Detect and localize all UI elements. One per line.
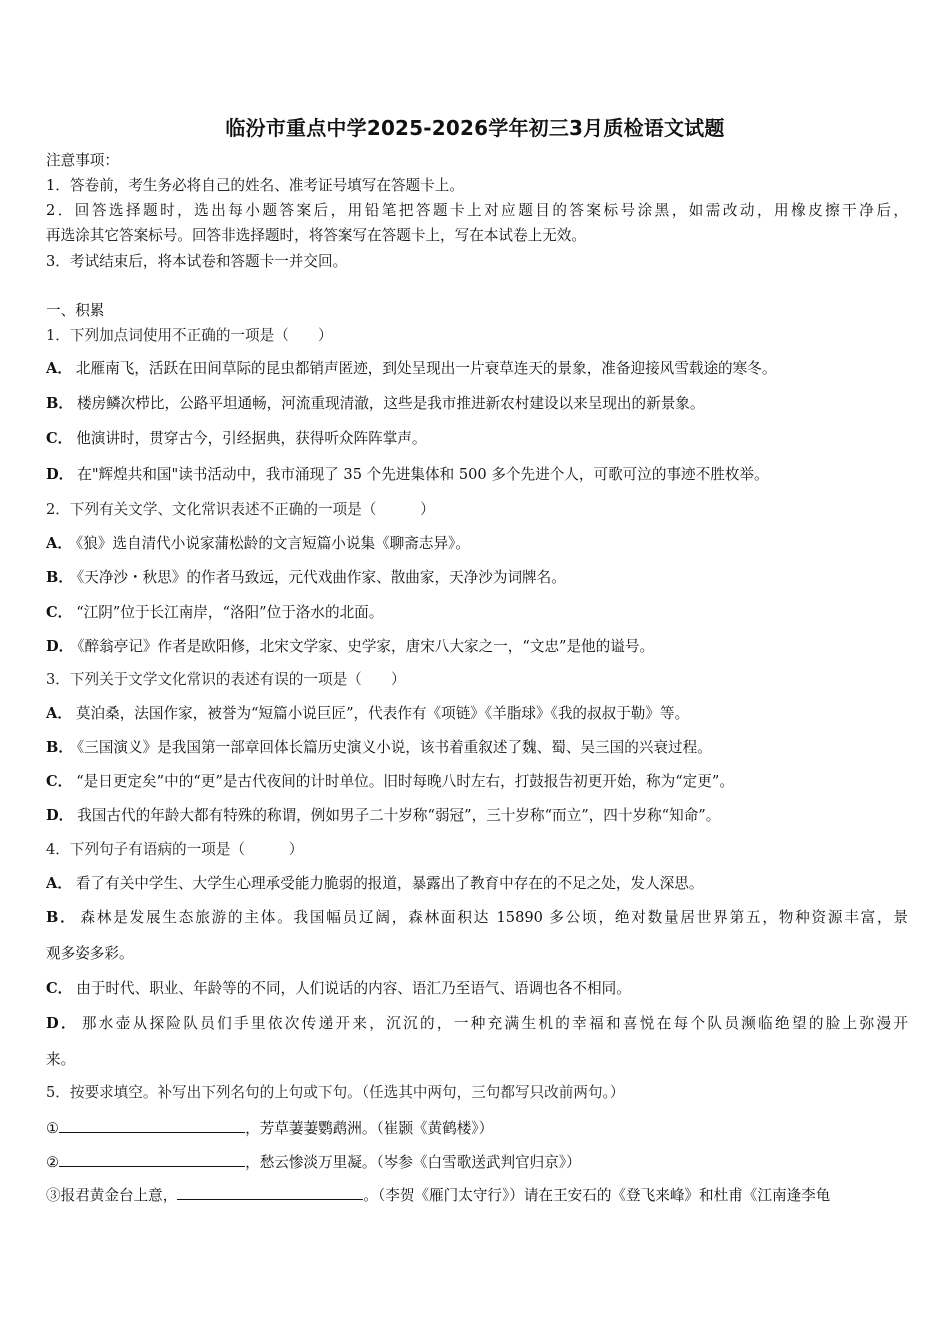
q1-option-d xyxy=(46,465,908,485)
section-heading: 一、积累 xyxy=(46,302,105,319)
option-letter: C． xyxy=(46,773,73,790)
question-3-stem: 3．下列关于文学文化常识的表述有误的一项是（ ） xyxy=(46,671,406,688)
line-text-before: 报君黄金台上意， xyxy=(60,1187,178,1204)
option-text: 楼房鳞次栉比，公路平坦通畅，河流重现清澈，这些是我市推进新农村建设以来呈现出的新景象。 xyxy=(76,395,705,412)
line-number: ② xyxy=(46,1154,60,1171)
option-letter: A． xyxy=(46,705,72,722)
option-text: 《醉翁亭记》作者是欧阳修，北宋文学家、史学家，唐宋八大家之一，“文忠”是他的谥号。 xyxy=(77,638,655,655)
line-number: ③ xyxy=(46,1187,61,1204)
q3-option-a xyxy=(46,704,908,724)
option-text: 我国古代的年龄大都有特殊的称谓，例如男子二十岁称“弱冠”，三十岁称“而立”，四十岁称“知命”。 xyxy=(77,807,721,824)
option-letter: B． xyxy=(46,739,73,756)
line-text: 。（李贺《雁门太守行》）请在王安石的《登飞来峰》和杜甫《江南逢李龟 xyxy=(363,1187,831,1204)
option-text: 《天净沙・秋思》的作者马致远，元代戏曲作家、散曲家，天净沙为词牌名。 xyxy=(76,569,566,586)
q5-fill-line-2 xyxy=(46,1151,908,1173)
q2-option-d xyxy=(46,637,908,657)
answer-blank[interactable] xyxy=(177,1184,363,1200)
line-number: ① xyxy=(46,1120,60,1137)
option-text: 在"辉煌共和国"读书活动中，我市涌现了 35 个先进集体和 500 多个先进个人，可歌可泣的事迹不胜枚举。 xyxy=(77,466,769,483)
answer-blank[interactable] xyxy=(59,1151,245,1167)
option-text: 《三国演义》是我国第一部章回体长篇历史演义小说，该书着重叙述了魏、蜀、吴三国的兴衰过程。 xyxy=(76,739,712,756)
q5-fill-line-1 xyxy=(46,1117,908,1139)
option-text: 森林是发展生态旅游的主体。我国幅员辽阔，森林面积达 15890 多公顷，绝对数量居世界第五，物种资源丰富，景 xyxy=(80,909,908,926)
option-text: 他演讲时，贯穿古今，引经据典，获得听众阵阵掌声。 xyxy=(76,430,427,447)
question-4-stem: 4．下列句子有语病的一项是（ ） xyxy=(46,841,304,858)
q4-option-d xyxy=(46,1014,908,1034)
option-letter: B． xyxy=(46,569,73,586)
option-text: 由于时代、职业、年龄等的不同，人们说话的内容、语汇乃至语气、语调也各不相同。 xyxy=(76,980,631,997)
option-letter: B． xyxy=(46,395,73,412)
q4-option-c xyxy=(46,979,908,999)
line-text: ，愁云惨淡万里凝。（岑参《白雪歌送武判官归京》） xyxy=(245,1154,581,1171)
question-2-stem: 2．下列有关文学、文化常识表述不正确的一项是（ ） xyxy=(46,501,435,518)
q3-option-b xyxy=(46,738,908,758)
q1-option-c xyxy=(46,429,908,449)
notice-item: 1．答卷前，考生务必将自己的姓名、准考证号填写在答题卡上。 xyxy=(46,177,464,194)
q3-option-c xyxy=(46,772,908,792)
option-letter: C． xyxy=(46,604,73,621)
option-letter: D． xyxy=(46,807,74,824)
line-text: ，芳草萋萋鹦鹉洲。（崔颢《黄鹤楼》） xyxy=(245,1120,494,1137)
option-letter: B． xyxy=(46,909,77,926)
q2-option-b xyxy=(46,568,908,588)
option-text: 《狼》选自清代小说家蒲松龄的文言短篇小说集《聊斋志异》。 xyxy=(75,535,470,552)
q1-option-a xyxy=(46,359,908,379)
option-letter: A． xyxy=(46,875,72,892)
q4-option-a xyxy=(46,874,908,894)
q4-option-b-continued: 观多姿多彩。 xyxy=(46,945,134,962)
option-letter: D． xyxy=(46,1015,78,1032)
option-letter: A． xyxy=(46,360,72,377)
notice-item: 2．回答选择题时，选出每小题答案后，用铅笔把答题卡上对应题目的答案标号涂黑，如需改动，用橡皮擦干净后， xyxy=(46,202,908,219)
notice-heading: 注意事项： xyxy=(46,152,119,169)
notice-item: 3．考试结束后，将本试卷和答题卡一并交回。 xyxy=(46,253,348,270)
q5-fill-line-3 xyxy=(46,1184,908,1206)
option-letter: C． xyxy=(46,430,73,447)
option-text: 莫泊桑，法国作家，被誉为“短篇小说巨匠”，代表作有《项链》《羊脂球》《我的叔叔于勒》等。 xyxy=(75,705,690,722)
option-text: 看了有关中学生、大学生心理承受能力脆弱的报道，暴露出了教育中存在的不足之处，发人深思。 xyxy=(75,875,704,892)
option-text: “是日更定矣”中的“更”是古代夜间的计时单位。旧时每晚八时左右，打鼓报告初更开始，称为“定更”。 xyxy=(76,773,734,790)
option-letter: D． xyxy=(46,638,74,655)
notice-item: 再选涂其它答案标号。回答非选择题时，将答案写在答题卡上，写在本试卷上无效。 xyxy=(46,227,586,244)
q4-option-d-continued: 来。 xyxy=(46,1051,76,1068)
q2-option-a xyxy=(46,534,908,554)
option-letter: D． xyxy=(46,466,74,483)
page-title: 临汾市重点中学2025-2026学年初三3月质检语文试题 xyxy=(225,116,725,140)
option-text: 那水壶从探险队员们手里依次传递开来，沉沉的，一种充满生机的幸福和喜悦在每个队员濒临绝望的脸上弥漫开 xyxy=(81,1015,908,1032)
q1-option-b xyxy=(46,394,908,414)
q2-option-c xyxy=(46,603,908,623)
q3-option-d xyxy=(46,806,908,826)
question-5-stem: 5．按要求填空。补写出下列名句的上句或下句。（任选其中两句，三句都写只改前两句。） xyxy=(46,1084,625,1101)
option-letter: C． xyxy=(46,980,73,997)
answer-blank[interactable] xyxy=(59,1117,245,1133)
q4-option-b xyxy=(46,908,908,928)
option-text: “江阴”位于长江南岸，“洛阳”位于洛水的北面。 xyxy=(76,604,384,621)
option-text: 北雁南飞，活跃在田间草际的昆虫都销声匿迹，到处呈现出一片衰草连天的景象，准备迎接风雪载途的寒冬。 xyxy=(75,360,777,377)
option-letter: A． xyxy=(46,535,72,552)
question-1-stem: 1．下列加点词使用不正确的一项是（ ） xyxy=(46,327,333,344)
